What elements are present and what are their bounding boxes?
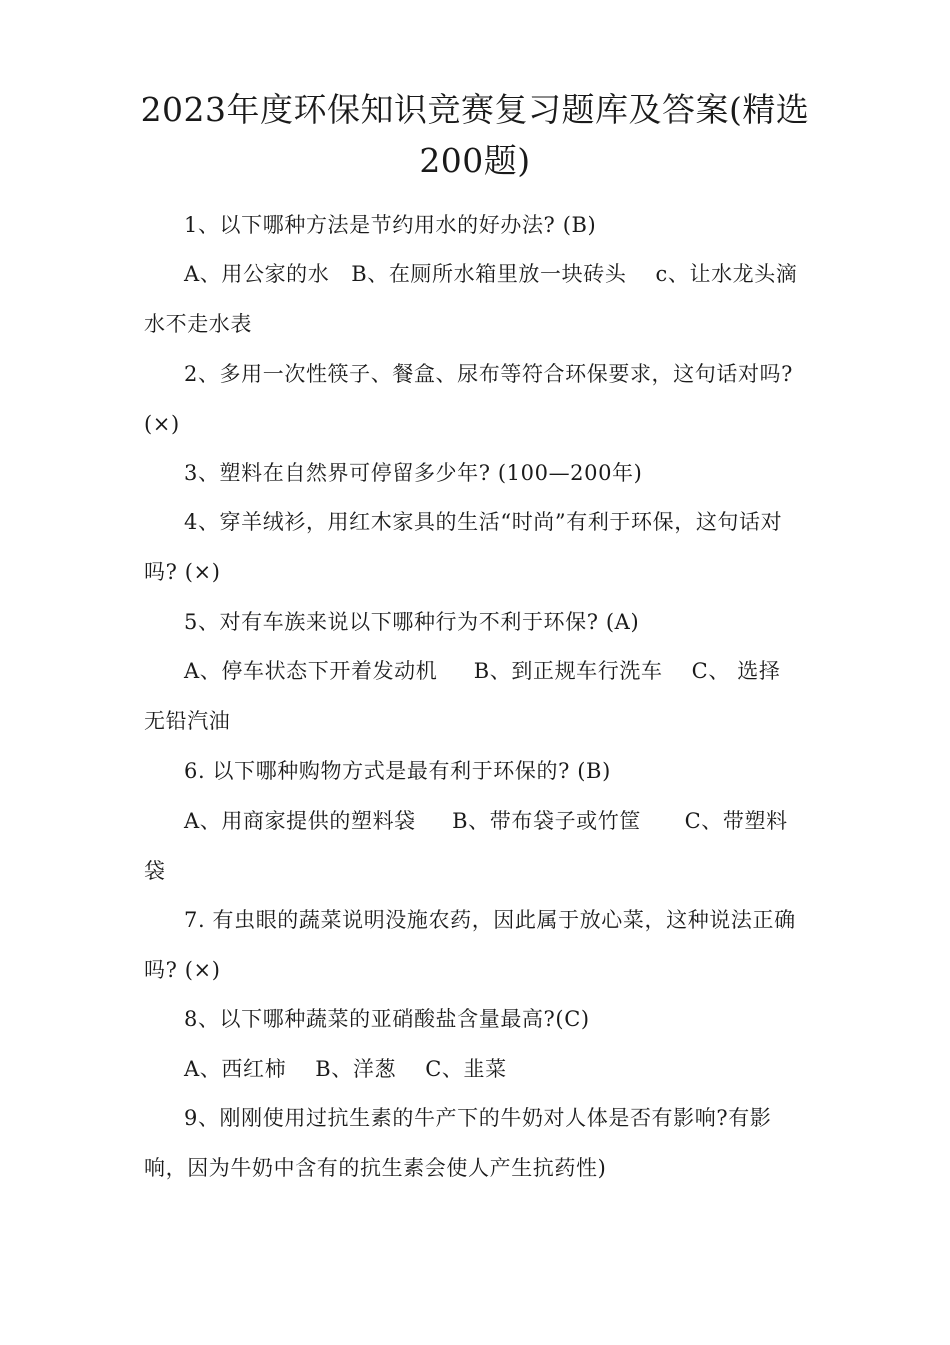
question-9: 9、刚刚使用过抗生素的牛产下的牛奶对人体是否有影响?有影响，因为牛奶中含有的抗生素会使人产生抗药性) <box>144 1106 772 1180</box>
question-4: 4、穿羊绒衫，用红木家具的生活“时尚”有利于环保，这句话对吗? (×) <box>144 510 783 584</box>
question-1-options: A、用公家的水 B、在厕所水箱里放一块砖头 c、让水龙头滴水不走水表 <box>144 262 798 336</box>
question-8-options: A、西红柿 B、洋葱 C、韭菜 <box>184 1057 507 1081</box>
question-5-options: A、停车状态下开着发动机 B、到正规车行洗车 C、 选择无铅汽油 <box>144 659 781 733</box>
question-8: 8、以下哪种蔬菜的亚硝酸盐含量最高?(C) <box>184 1007 590 1031</box>
question-6-options: A、用商家提供的塑料袋 B、带布袋子或竹筐 C、带塑料袋 <box>144 809 788 883</box>
question-5: 5、对有车族来说以下哪种行为不利于环保? (A) <box>184 610 640 634</box>
document-title: 2023年度环保知识竞赛复习题库及答案(精选200题) <box>140 90 810 180</box>
question-3: 3、塑料在自然界可停留多少年? (100—200年) <box>184 461 643 485</box>
question-7: 7. 有虫眼的蔬菜说明没施农药，因此属于放心菜，这种说法正确吗? (×) <box>144 908 796 982</box>
question-1: 1、以下哪种方法是节约用水的好办法? (B) <box>184 213 597 237</box>
question-6: 6. 以下哪种购物方式是最有利于环保的? (B) <box>184 759 611 783</box>
question-2: 2、多用一次性筷子、餐盒、尿布等符合环保要求，这句话对吗? (×) <box>144 362 801 436</box>
